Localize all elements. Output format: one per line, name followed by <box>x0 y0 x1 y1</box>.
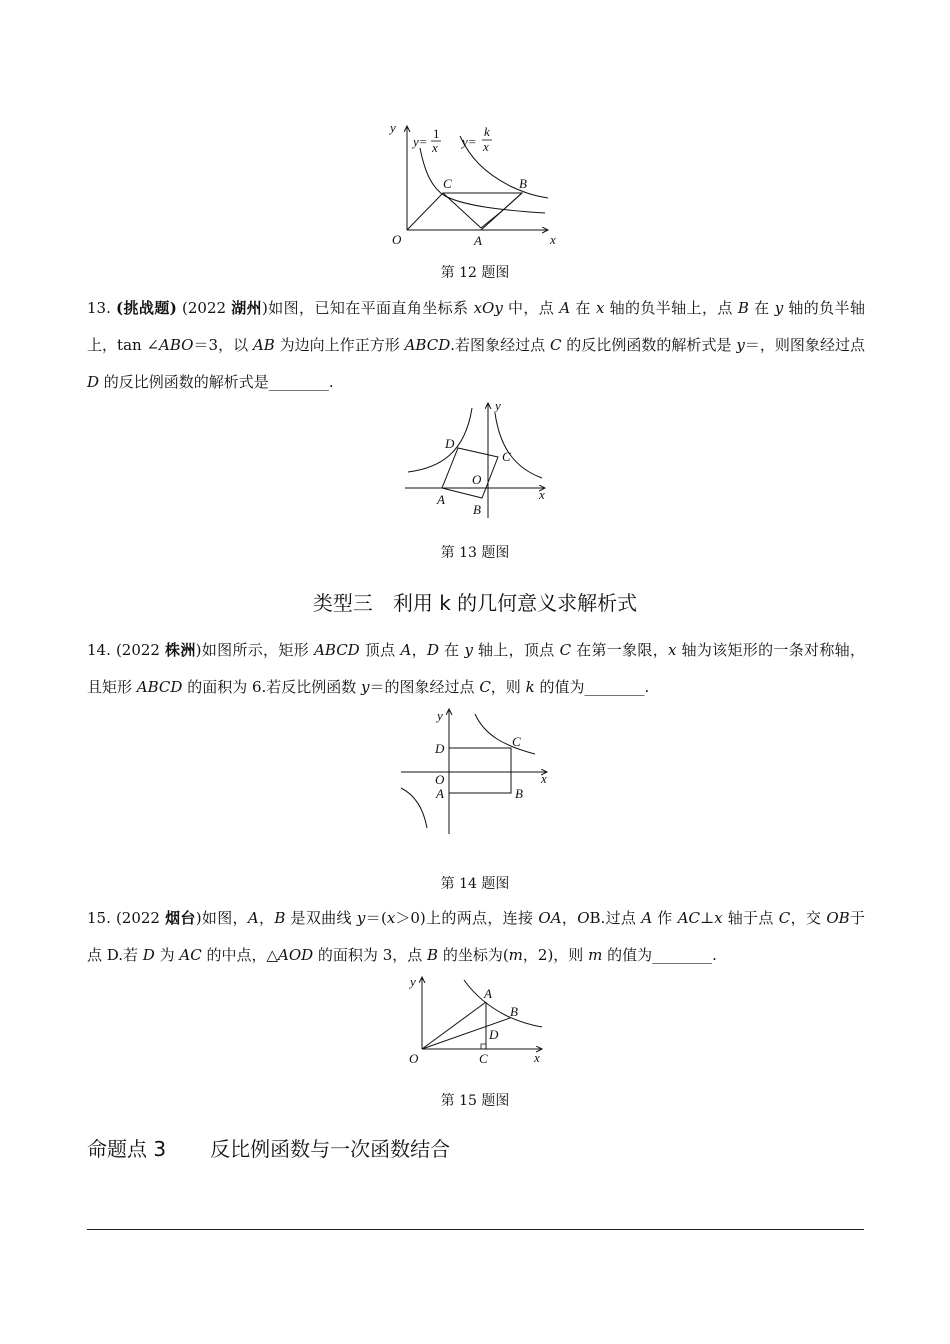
right-angle-mark <box>481 1044 486 1049</box>
label-curve2-lhs: y= <box>462 134 477 149</box>
q14-text: 在 <box>438 641 465 659</box>
label-origin: O <box>435 772 445 787</box>
q13-answer-blank[interactable]: ________ <box>268 373 329 391</box>
label-point-b: B <box>473 502 481 517</box>
figure-15 <box>402 974 552 1074</box>
q13-source-year: (2022 <box>182 299 227 317</box>
bottom-divider <box>87 1229 864 1230</box>
q15-text: ＝( <box>365 909 387 927</box>
q15-source-year: (2022 <box>115 909 160 927</box>
label-point-a: A <box>436 786 444 801</box>
q15-text: )如图， <box>195 909 248 927</box>
q14-var: C <box>559 641 572 659</box>
q15-var: x <box>714 909 723 927</box>
label-y-axis: y <box>390 120 396 135</box>
label-point-d: D <box>435 741 445 756</box>
label-point-a: A <box>484 986 492 1001</box>
section-3-label: 命题点 3 <box>87 1137 167 1161</box>
q15-var: B <box>274 909 286 927</box>
q14-var: x <box>668 641 677 659</box>
label-origin: O <box>392 232 402 247</box>
figure-12 <box>380 118 570 253</box>
q15-text: ⊥ <box>700 909 715 927</box>
q13-source-place: 湖州 <box>231 299 262 317</box>
figure-14-graph <box>395 706 565 841</box>
label-x-axis: x <box>534 1050 540 1065</box>
question-15 <box>87 900 865 974</box>
q14-var: y <box>361 678 370 696</box>
q13-text: )如图，已知在平面直角坐标系 <box>262 299 474 317</box>
question-14 <box>87 632 865 706</box>
q15-text: ，2)，则 <box>522 946 589 964</box>
q13-var: A <box>559 299 571 317</box>
q14-text: 轴为该矩形的一条对称 <box>676 641 835 659</box>
q15-var: B <box>427 946 439 964</box>
q13-text: 在 <box>748 299 775 317</box>
q13-text: 在 <box>570 299 596 317</box>
segment-oa <box>422 1002 486 1049</box>
q14-text: 顶点 <box>359 641 401 659</box>
curve-through-c <box>495 413 542 478</box>
section-3-heading <box>87 1133 494 1162</box>
q13-text: 的反比例函数的解析式是 <box>99 373 269 391</box>
quad-ocba <box>407 193 522 230</box>
q15-var: OB <box>826 909 850 927</box>
q15-text: . <box>712 946 717 964</box>
q14-text: 轴，且矩形 <box>87 641 865 696</box>
q14-source-year: (2022 <box>115 641 160 659</box>
q13-text: ＝，则图 <box>744 336 805 354</box>
figure-15-graph <box>402 974 552 1074</box>
q15-number: 15. <box>87 909 111 927</box>
q13-var: y <box>774 299 784 317</box>
label-y-axis: y <box>410 974 416 989</box>
q14-text: ，则 <box>490 678 526 696</box>
label-curve1-lhs: y= <box>413 134 428 149</box>
q15-answer-blank[interactable]: ________ <box>652 946 713 964</box>
q14-text: ， <box>411 641 427 659</box>
q15-text: 的值为 <box>602 946 653 964</box>
curve-third-quadrant <box>401 788 427 828</box>
q14-var: C <box>479 678 491 696</box>
q13-var: ABCD <box>404 336 451 354</box>
q13-text: 中，点 <box>502 299 560 317</box>
q15-var: AC <box>677 909 701 927</box>
q13-var: y <box>736 336 745 354</box>
label-y-axis: y <box>495 398 501 413</box>
q14-var: ABCD <box>314 641 360 659</box>
figure-13-graph <box>400 398 560 523</box>
q13-var: C <box>549 336 562 354</box>
section-heading-type-3: 类型三 利用 k 的几何意义求解析式 <box>312 591 638 615</box>
q13-var: xOy <box>473 299 503 317</box>
label-curve2-num: k <box>484 124 490 139</box>
label-point-c: C <box>443 176 452 191</box>
q14-text: ＝的图象经过点 <box>369 678 480 696</box>
label-point-c: C <box>479 1051 488 1066</box>
q14-text: 的面积为 6.若反比例函数 <box>182 678 362 696</box>
q15-var: C <box>778 909 791 927</box>
q15-text: 的面积为 3，点 <box>313 946 428 964</box>
label-curve2-den: x <box>483 139 489 154</box>
q14-var: ABCD <box>136 678 183 696</box>
q13-var: AB <box>252 336 275 354</box>
q15-var: A <box>641 909 653 927</box>
q15-var: OA <box>538 909 562 927</box>
q15-text: 轴于点 <box>722 909 779 927</box>
q15-text: 作 <box>652 909 678 927</box>
q14-var: D <box>426 641 439 659</box>
q14-text: 轴上，顶点 <box>472 641 560 659</box>
q13-text: .若图象经过点 <box>450 336 550 354</box>
segment-ba <box>481 193 522 230</box>
q15-var: AOD <box>278 946 314 964</box>
figure-12-graph <box>380 118 570 253</box>
q14-text: 在第一象限， <box>571 641 669 659</box>
q14-number: 14. <box>87 641 111 659</box>
label-x-axis: x <box>541 771 547 786</box>
q15-var: y <box>356 909 366 927</box>
q15-var: m <box>588 946 603 964</box>
label-x-axis: x <box>539 487 545 502</box>
q14-var: k <box>525 678 535 696</box>
q15-var: D <box>142 946 155 964</box>
label-y-axis: y <box>437 708 443 723</box>
curve-through-d <box>408 408 472 472</box>
q15-text: ＞0)上的两点，连接 <box>395 909 539 927</box>
q15-text: 的坐标为( <box>438 946 509 964</box>
label-origin: O <box>409 1051 419 1066</box>
q13-var: x <box>595 299 605 317</box>
question-13 <box>87 290 865 401</box>
q15-var: AC <box>179 946 202 964</box>
q15-text: 的中点，△ <box>201 946 278 964</box>
q15-text: 于点 D.若 <box>87 909 865 964</box>
figure-12-caption: 第 12 题图 <box>440 265 510 281</box>
q13-var: ABO <box>159 336 194 354</box>
figure-13-caption: 第 13 题图 <box>440 545 510 561</box>
label-curve1-num: 1 <box>433 126 440 141</box>
q15-text: 为 <box>154 946 180 964</box>
q15-var: m <box>508 946 523 964</box>
label-curve1-den: x <box>432 140 438 155</box>
q13-text: . <box>328 373 334 391</box>
q13-tag: (挑战题) <box>116 299 177 317</box>
q13-text: 轴的负半轴上，点 <box>604 299 738 317</box>
q13-number: 13. <box>87 299 111 317</box>
square-abcd <box>442 448 498 498</box>
figure-13 <box>400 398 560 523</box>
q13-text: 轴上，tan ∠ <box>87 299 865 354</box>
label-point-a: A <box>437 492 445 507</box>
figure-14 <box>395 706 565 841</box>
label-origin: O <box>472 472 482 487</box>
label-point-c: C <box>512 734 521 749</box>
q14-var: A <box>400 641 412 659</box>
q15-text: B.过点 <box>589 909 642 927</box>
rectangle-abcd <box>449 748 511 793</box>
figure-15-caption: 第 15 题图 <box>440 1093 510 1109</box>
q15-text: ， <box>258 909 275 927</box>
q14-source-place: 株洲 <box>165 641 196 659</box>
q14-answer-blank[interactable]: ________ <box>584 678 645 696</box>
q15-var: A <box>247 909 259 927</box>
q15-var: x <box>386 909 396 927</box>
q13-var: B <box>737 299 749 317</box>
label-point-c: C <box>502 449 511 464</box>
label-point-b: B <box>510 1004 518 1019</box>
q14-var: y <box>464 641 473 659</box>
label-point-b: B <box>519 176 527 191</box>
q15-text: 是双曲线 <box>285 909 357 927</box>
q13-text: ＝3，以 <box>193 336 253 354</box>
q15-var: O <box>577 909 590 927</box>
figure-14-caption: 第 14 题图 <box>440 876 510 892</box>
label-point-a: A <box>474 233 482 248</box>
q14-text: 的值为 <box>534 678 585 696</box>
q15-source-place: 烟台 <box>165 909 196 927</box>
q15-text: ， <box>561 909 578 927</box>
q13-text: 的反比例函数的解析式是 <box>561 336 737 354</box>
q13-text: 轴的负半 <box>783 299 850 317</box>
q14-text: )如图所示，矩形 <box>195 641 315 659</box>
label-point-d: D <box>489 1027 499 1042</box>
q15-text: ，交 <box>790 909 827 927</box>
q13-var: D <box>87 373 100 391</box>
section-3-title: 反比例函数与一次函数结合 <box>210 1137 451 1161</box>
label-point-b: B <box>515 786 523 801</box>
q14-text: . <box>644 678 650 696</box>
q13-text: 象经过点 <box>804 336 865 354</box>
label-x-axis: x <box>550 232 556 247</box>
q13-text: 为边向上作正方形 <box>274 336 405 354</box>
label-point-d: D <box>445 436 455 451</box>
